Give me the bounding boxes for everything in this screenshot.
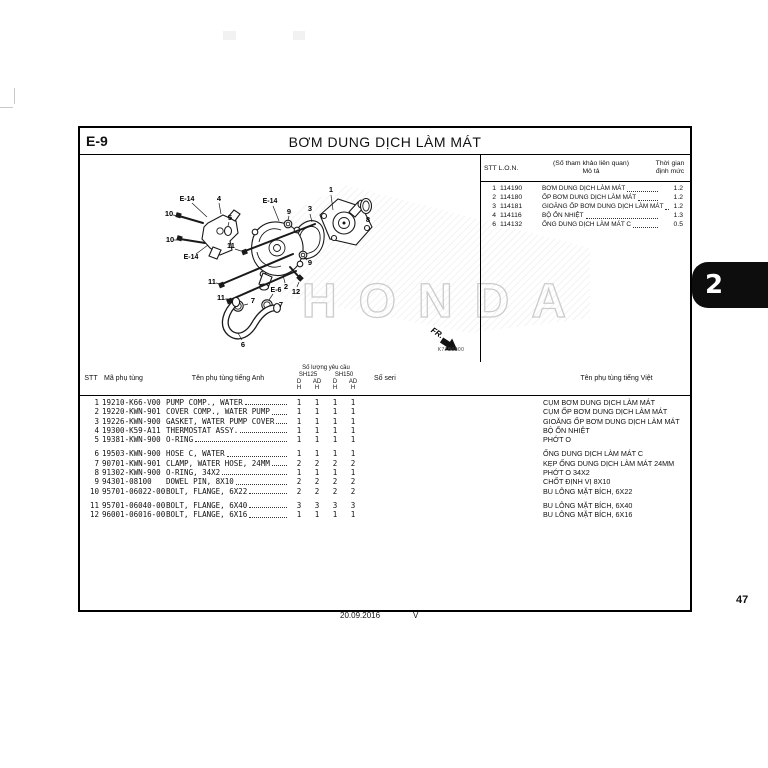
ref-callout: E-14 xyxy=(183,254,199,261)
part-callout: 1 xyxy=(328,185,334,194)
part-qty: 1 xyxy=(296,449,302,459)
part-serial xyxy=(362,501,543,510)
col-serial: Số seri xyxy=(374,375,396,382)
reference-row xyxy=(481,203,690,212)
ref-description-text: GIOĂNG ỐP BƠM DUNG DỊCH LÀM MÁT xyxy=(542,203,664,210)
part-code: 91302-KWN-900 xyxy=(102,468,161,478)
reference-row xyxy=(481,185,690,194)
part-serial xyxy=(362,487,543,496)
part-callout: 7 xyxy=(250,296,256,305)
ref-description-text: ỐP BƠM DUNG DỊCH LÀM MÁT xyxy=(542,194,637,201)
part-name-en xyxy=(166,426,290,435)
col-stt: STT xyxy=(84,375,98,382)
part-name-vi: PHỚT O 34X2 xyxy=(543,468,590,478)
parts-row xyxy=(80,426,690,435)
part-qty: 1 xyxy=(332,407,338,417)
part-row-number: 12 xyxy=(89,510,99,520)
dotted-leader xyxy=(245,398,287,405)
dotted-leader xyxy=(249,510,287,517)
ref-lon-code: 114181 xyxy=(500,203,523,210)
parts-row xyxy=(80,459,690,468)
part-row-number: 10 xyxy=(89,486,99,496)
part-row-number: 6 xyxy=(94,449,99,459)
part-serial xyxy=(362,477,543,486)
dotted-leader xyxy=(276,417,287,424)
part-name-vi: BU LÔNG MẶT BÍCH, 6X22 xyxy=(543,486,633,496)
part-callout: 7 xyxy=(278,300,284,309)
part-name-en-text: BOLT, FLANGE, 6X22 xyxy=(166,486,248,496)
scan-mark-left-horizontal xyxy=(0,107,13,108)
ref-description xyxy=(542,185,661,194)
ref-lon-code: 114116 xyxy=(500,212,522,219)
chapter-tab xyxy=(692,262,768,308)
o-ring-5-drawing xyxy=(225,227,232,236)
qty-grades xyxy=(290,385,362,392)
part-callout: 3 xyxy=(307,204,313,213)
ref-description xyxy=(542,203,664,212)
part-qty: 1 xyxy=(314,398,320,407)
reference-table-header xyxy=(481,155,690,182)
part-serial xyxy=(362,435,543,444)
parts-row xyxy=(80,487,690,496)
ref-col-desc-line1: (Số tham khảo liên quan) xyxy=(553,160,629,167)
dotted-leader xyxy=(195,435,287,442)
ref-lon-code: 114190 xyxy=(500,185,523,192)
part-name-vi: KẸP ỐNG DUNG DỊCH LÀM MÁT 24MM xyxy=(543,458,675,468)
ref-col-time-line1: Thời gian xyxy=(655,160,685,167)
part-qty: 1 xyxy=(332,425,338,435)
ref-description-text: ỐNG DUNG DỊCH LÀM MÁT C xyxy=(542,221,632,228)
part-code: 95701-06022-00 xyxy=(102,486,166,496)
footer-revision-mark: V xyxy=(413,611,419,620)
part-qty: 1 xyxy=(314,425,320,435)
part-qty: 1 xyxy=(296,435,302,445)
trim-label: D xyxy=(332,378,338,385)
part-qty: 1 xyxy=(314,510,320,520)
part-name-en-text: PUMP COMP., WATER xyxy=(166,398,243,407)
ref-callout: E-14 xyxy=(179,196,195,203)
part-callout: 11 xyxy=(208,277,216,286)
ref-time-value: 1.2 xyxy=(673,203,683,210)
part-callout: 10 xyxy=(164,209,174,218)
parts-row xyxy=(80,449,690,458)
part-qty: 2 xyxy=(332,486,338,496)
part-qty: 3 xyxy=(314,500,320,510)
honda-watermark: HONDA xyxy=(302,275,588,328)
part-callout: 9 xyxy=(307,258,313,267)
reference-row xyxy=(481,212,690,221)
parts-row xyxy=(80,417,690,426)
part-name-vi: BU LÔNG MẶT BÍCH, 6X16 xyxy=(543,510,633,520)
part-qty: 2 xyxy=(332,477,338,487)
part-name-en xyxy=(166,435,290,444)
ref-time-value: 0.5 xyxy=(673,221,683,228)
ref-callout: E-14 xyxy=(262,198,278,205)
part-callout: 9 xyxy=(286,207,292,216)
dotted-leader xyxy=(249,487,287,494)
col-name-vi: Tên phụ tùng tiếng Việt xyxy=(580,375,653,382)
part-name-en xyxy=(166,449,290,458)
part-row-number: 4 xyxy=(94,425,99,435)
part-qty: 1 xyxy=(350,435,356,445)
scan-mark-top-1 xyxy=(223,31,236,40)
part-code: 19220-KWN-901 xyxy=(102,407,161,417)
part-row-number: 7 xyxy=(94,458,99,468)
reference-table-body xyxy=(481,182,690,230)
part-name-en-text: CLAMP, WATER HOSE, 24MM xyxy=(166,458,270,468)
page-title: BƠM DUNG DỊCH LÀM MÁT xyxy=(288,134,482,150)
part-row-number: 1 xyxy=(94,398,99,407)
part-qty: 1 xyxy=(332,435,338,445)
part-qty: 1 xyxy=(332,449,338,459)
page-header xyxy=(80,128,690,155)
parts-row xyxy=(80,468,690,477)
part-qty: 1 xyxy=(350,425,356,435)
ref-lon-code: 114180 xyxy=(500,194,523,201)
part-name-en xyxy=(166,468,290,477)
part-qty: 1 xyxy=(350,416,356,426)
part-qty: 2 xyxy=(350,477,356,487)
part-qty: 1 xyxy=(296,510,302,520)
part-callout: 10 xyxy=(165,235,175,244)
drawing-code: K77B0900 xyxy=(437,347,465,353)
part-code: 19226-KWN-900 xyxy=(102,416,161,426)
ref-time-value: 1.3 xyxy=(673,212,683,219)
part-qty: 2 xyxy=(314,477,320,487)
part-code: 96001-06016-00 xyxy=(102,510,166,520)
part-qty: 1 xyxy=(314,416,320,426)
part-name-vi: CHỐT ĐỊNH VỊ 8X10 xyxy=(543,477,611,487)
part-name-vi: CỤM BƠM DUNG DỊCH LÀM MÁT xyxy=(543,398,655,407)
part-code: 94301-08100 xyxy=(102,477,152,487)
ref-row-number: 2 xyxy=(492,194,496,201)
ref-row-number: 3 xyxy=(492,203,496,210)
qty-models xyxy=(290,372,362,379)
part-name-en-text: O-RING, 34X2 xyxy=(166,468,221,478)
parts-row xyxy=(80,510,690,519)
part-name-en-text: HOSE C, WATER xyxy=(166,449,225,459)
part-name-en xyxy=(166,407,290,416)
part-serial xyxy=(362,459,543,468)
part-serial xyxy=(362,510,543,519)
part-name-en-text: THERMOSTAT ASSY. xyxy=(166,425,239,435)
part-name-vi: PHỚT O xyxy=(543,435,571,445)
part-qty: 2 xyxy=(314,458,320,468)
dotted-leader xyxy=(627,185,658,192)
part-serial xyxy=(362,468,543,477)
part-name-vi: CỤM ỐP BƠM DUNG DỊCH LÀM MÁT xyxy=(543,407,668,417)
part-qty: 1 xyxy=(350,510,356,520)
part-qty: 1 xyxy=(296,407,302,417)
part-name-vi: GIOĂNG ỐP BƠM DUNG DỊCH LÀM MÁT xyxy=(543,416,680,426)
scan-mark-left-vertical xyxy=(14,88,15,104)
part-name-en-text: DOWEL PIN, 8X10 xyxy=(166,477,234,487)
part-row-number: 2 xyxy=(94,407,99,417)
grade-label: H xyxy=(314,385,320,392)
ref-row-number: 6 xyxy=(492,221,496,228)
page-frame xyxy=(78,126,692,612)
part-qty: 1 xyxy=(332,468,338,478)
part-name-en xyxy=(166,487,290,496)
part-row-number: 9 xyxy=(94,477,99,487)
part-code: 90701-KWN-901 xyxy=(102,458,161,468)
ref-row-number: 1 xyxy=(492,185,496,192)
parts-row xyxy=(80,407,690,416)
ref-time-value: 1.2 xyxy=(673,194,683,201)
qty-trims xyxy=(290,379,362,386)
ref-description xyxy=(542,221,661,230)
part-code: 19300-K59-A11 xyxy=(102,425,161,435)
part-callout: 5 xyxy=(227,213,233,222)
page-number: 47 xyxy=(736,594,749,606)
part-qty: 1 xyxy=(332,416,338,426)
trim-label: AD xyxy=(312,378,322,385)
part-name-en xyxy=(166,417,290,426)
trim-label: D xyxy=(296,378,302,385)
part-name-en xyxy=(166,459,290,468)
grade-label: H xyxy=(296,385,302,392)
part-name-vi: BU LÔNG MẶT BÍCH, 6X40 xyxy=(543,500,633,510)
part-callout: 11 xyxy=(217,293,225,302)
part-serial xyxy=(362,407,543,416)
part-qty: 2 xyxy=(332,458,338,468)
ref-row-number: 4 xyxy=(492,212,496,219)
dotted-leader xyxy=(586,212,658,219)
dotted-leader xyxy=(240,426,287,433)
model-label: SH150 xyxy=(334,371,354,378)
parts-row xyxy=(80,501,690,510)
part-callout: 11 xyxy=(227,241,235,250)
dotted-leader xyxy=(272,407,287,414)
ref-description-text: BỘ ỔN NHIỆT xyxy=(542,212,584,219)
dowel-pin-drawing xyxy=(299,251,307,259)
part-name-en xyxy=(166,501,290,510)
part-name-vi: ỐNG DUNG DỊCH LÀM MÁT C xyxy=(543,449,644,459)
dotted-leader xyxy=(249,501,287,508)
part-row-number: 11 xyxy=(89,500,99,510)
dowel-pin-drawing xyxy=(284,220,292,228)
qty-title: Số lượng yêu cầu xyxy=(302,364,350,371)
part-qty: 2 xyxy=(314,486,320,496)
part-callout: 2 xyxy=(283,282,289,291)
part-qty: 1 xyxy=(314,435,320,445)
part-callout: 12 xyxy=(291,287,301,296)
dotted-leader xyxy=(227,449,287,456)
part-qty: 1 xyxy=(332,398,338,407)
part-callout: 4 xyxy=(216,194,222,203)
part-qty: 1 xyxy=(296,398,302,407)
part-name-en xyxy=(166,510,290,519)
part-code: 19210-K66-V00 xyxy=(102,398,161,407)
part-code: 19503-KWN-900 xyxy=(102,449,161,459)
reference-row xyxy=(481,221,690,230)
part-callout: 6 xyxy=(240,340,246,349)
parts-row xyxy=(80,477,690,486)
parts-row xyxy=(80,398,690,407)
ref-description xyxy=(542,194,661,203)
ref-col-time xyxy=(650,160,690,176)
part-name-en-text: GASKET, WATER PUMP COVER xyxy=(166,416,275,426)
part-qty: 1 xyxy=(296,416,302,426)
part-qty: 2 xyxy=(296,486,302,496)
dotted-leader xyxy=(236,477,287,484)
dotted-leader xyxy=(222,468,287,475)
part-qty: 1 xyxy=(296,425,302,435)
part-qty: 2 xyxy=(350,458,356,468)
part-code: 19381-KWN-900 xyxy=(102,435,161,445)
reference-row xyxy=(481,194,690,203)
col-part-code: Mã phụ tùng xyxy=(104,375,143,382)
part-code: 95701-06040-00 xyxy=(102,500,166,510)
part-name-en-text: O-RING xyxy=(166,435,194,445)
part-serial xyxy=(362,449,543,458)
part-name-en-text: BOLT, FLANGE, 6X16 xyxy=(166,510,248,520)
part-qty: 1 xyxy=(314,449,320,459)
grade-label: H xyxy=(332,385,338,392)
part-callout: 8 xyxy=(365,215,371,224)
part-qty: 1 xyxy=(350,449,356,459)
ref-col-desc-line2: Mô tả xyxy=(582,168,600,175)
part-name-en xyxy=(166,477,290,486)
part-serial xyxy=(362,417,543,426)
section-code: E-9 xyxy=(86,133,108,149)
fr-label: FR. xyxy=(429,325,445,341)
grade-label: H xyxy=(350,385,356,392)
part-serial xyxy=(362,426,543,435)
ref-time-value: 1.2 xyxy=(673,185,683,192)
trim-label: AD xyxy=(348,378,358,385)
parts-table-body xyxy=(80,398,690,520)
reference-table xyxy=(480,155,690,362)
part-qty: 2 xyxy=(296,477,302,487)
col-name-en: Tên phụ tùng tiếng Anh xyxy=(191,375,265,382)
part-row-number: 8 xyxy=(94,468,99,478)
part-name-en xyxy=(166,398,290,407)
dotted-leader xyxy=(272,459,287,466)
part-qty: 3 xyxy=(332,500,338,510)
scan-mark-top-2 xyxy=(293,31,305,40)
part-name-vi: BỘ ỔN NHIỆT xyxy=(543,425,590,435)
dotted-leader xyxy=(633,221,658,228)
part-qty: 1 xyxy=(350,398,356,407)
col-quantity-block xyxy=(290,362,362,395)
part-qty: 1 xyxy=(296,468,302,478)
part-qty: 2 xyxy=(350,486,356,496)
parts-row xyxy=(80,435,690,444)
part-name-en-text: COVER COMP., WATER PUMP xyxy=(166,407,270,417)
chapter-tab-number: 2 xyxy=(705,270,724,300)
part-qty: 3 xyxy=(296,500,302,510)
footer-date: 20.09.2016 xyxy=(340,611,381,620)
part-qty: 1 xyxy=(314,407,320,417)
ref-lon-code: 114132 xyxy=(500,221,523,228)
part-qty: 2 xyxy=(296,458,302,468)
part-qty: 3 xyxy=(350,500,356,510)
part-row-number: 5 xyxy=(94,435,99,445)
ref-col-stt-lon: STT L.O.N. xyxy=(484,164,519,172)
part-qty: 1 xyxy=(350,407,356,417)
part-row-number: 3 xyxy=(94,416,99,426)
part-name-en-text: BOLT, FLANGE, 6X40 xyxy=(166,500,248,510)
part-qty: 1 xyxy=(350,468,356,478)
ref-description-text: BƠM DUNG DỊCH LÀM MÁT xyxy=(542,185,626,192)
part-qty: 1 xyxy=(314,468,320,478)
ref-description xyxy=(542,212,661,221)
ref-col-description xyxy=(532,160,650,176)
part-serial xyxy=(362,398,543,407)
parts-table-header xyxy=(80,362,690,396)
dotted-leader xyxy=(638,194,658,201)
model-label: SH125 xyxy=(298,371,318,378)
ref-callout: E-6 xyxy=(270,287,282,294)
part-qty: 1 xyxy=(332,510,338,520)
ref-col-time-line2: định mức xyxy=(655,168,685,175)
